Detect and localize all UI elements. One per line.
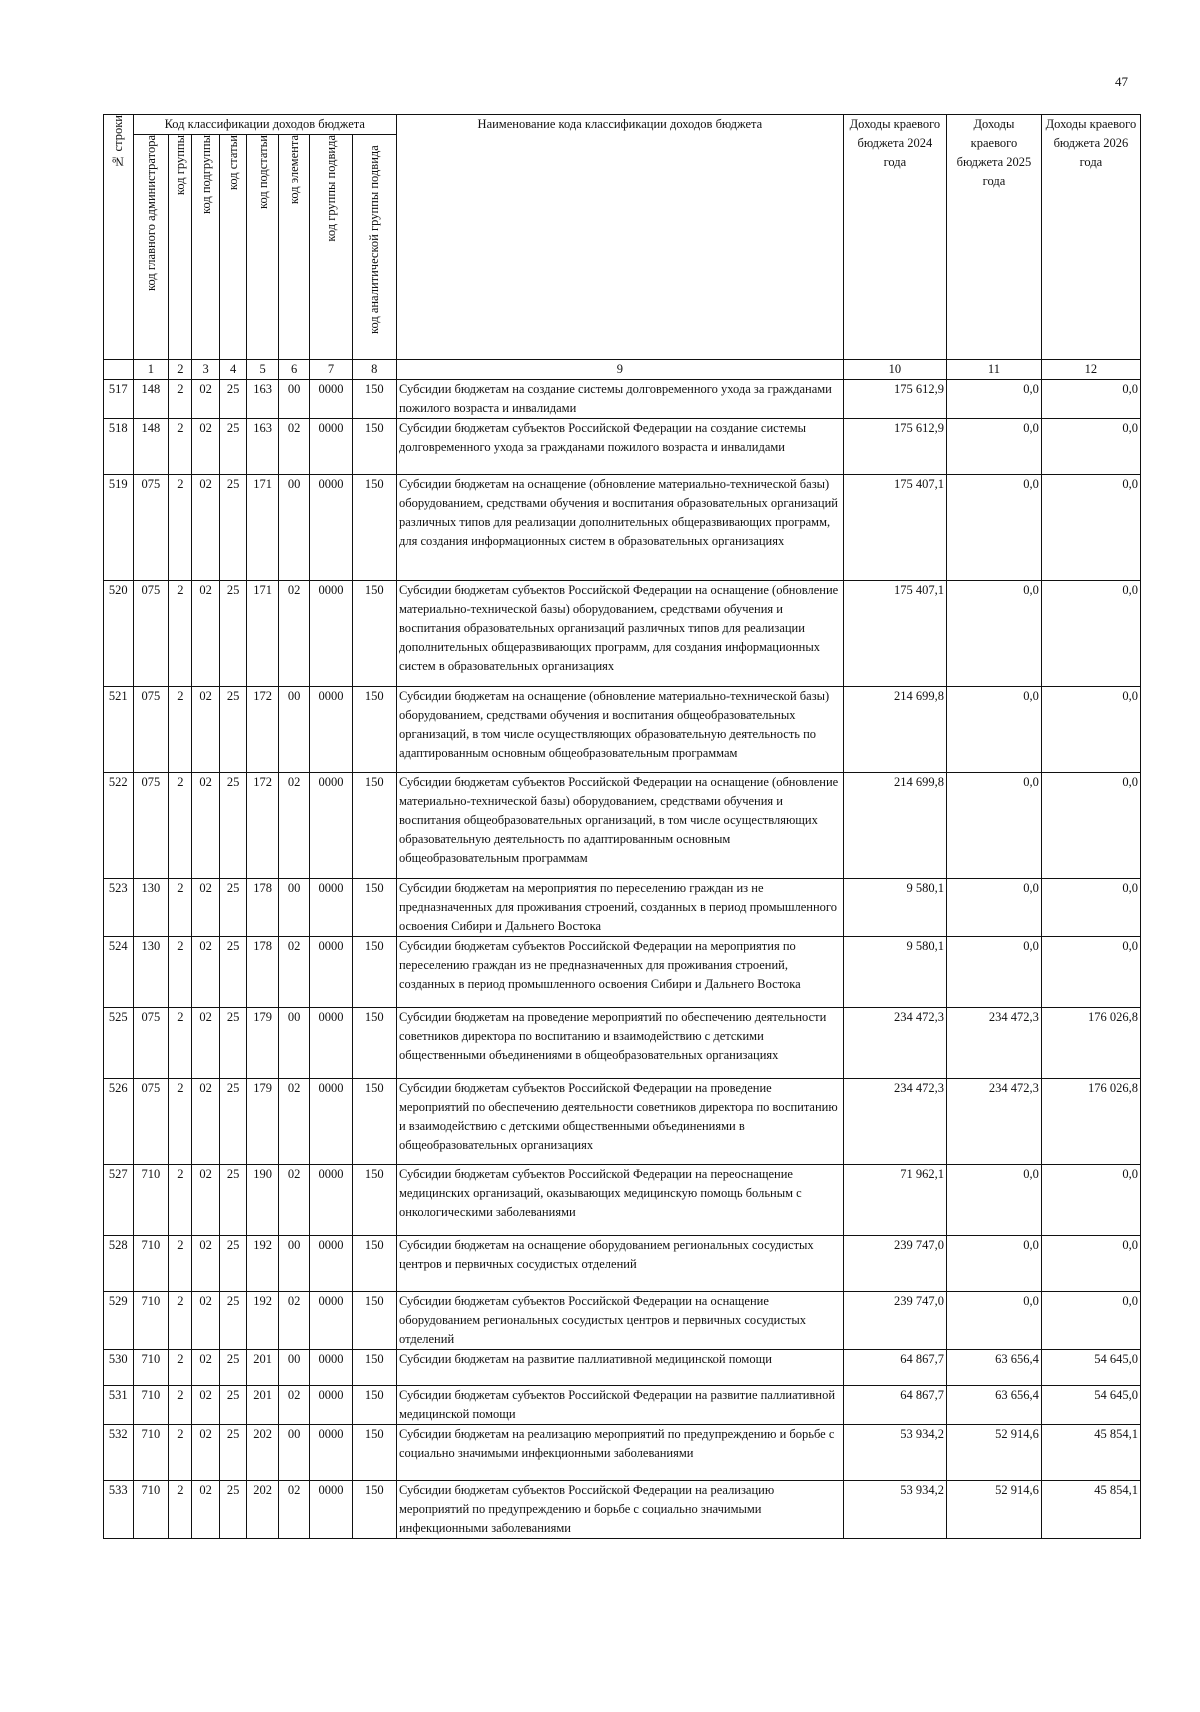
article-code: 25 bbox=[219, 380, 246, 419]
admin-code: 075 bbox=[133, 475, 169, 581]
amount-2025: 0,0 bbox=[947, 581, 1042, 687]
article-code: 25 bbox=[219, 1292, 246, 1350]
subgroup-code: 02 bbox=[192, 1425, 219, 1481]
amount-2026: 0,0 bbox=[1041, 937, 1140, 1008]
subarticle-code: 192 bbox=[247, 1292, 279, 1350]
subarticle-code: 201 bbox=[247, 1350, 279, 1386]
analytic-group-code: 150 bbox=[352, 475, 396, 581]
amount-2026: 0,0 bbox=[1041, 1165, 1140, 1236]
group-code: 2 bbox=[169, 475, 192, 581]
subtype-group-code: 0000 bbox=[310, 419, 352, 475]
amount-2024: 64 867,7 bbox=[843, 1350, 946, 1386]
header-name: Наименование кода классификации доходов бюджета bbox=[396, 115, 843, 360]
admin-code: 130 bbox=[133, 937, 169, 1008]
column-numbers-row bbox=[104, 360, 1141, 380]
analytic-group-code: 150 bbox=[352, 687, 396, 773]
header-row-group bbox=[104, 115, 1141, 135]
analytic-group-code: 150 bbox=[352, 937, 396, 1008]
revenue-name: Субсидии бюджетам на мероприятия по переселению граждан из не предназначенных для проживания строений, созданных в период промышленного освоения Сибири и Дальнего Востока bbox=[396, 879, 843, 937]
amount-2024: 71 962,1 bbox=[843, 1165, 946, 1236]
article-code: 25 bbox=[219, 1008, 246, 1079]
amount-2025: 0,0 bbox=[947, 475, 1042, 581]
table-body bbox=[104, 380, 1141, 1539]
subtype-group-code: 0000 bbox=[310, 879, 352, 937]
analytic-group-code: 150 bbox=[352, 380, 396, 419]
amount-2026: 54 645,0 bbox=[1041, 1386, 1140, 1425]
element-code: 00 bbox=[278, 1008, 310, 1079]
group-code: 2 bbox=[169, 1079, 192, 1165]
revenue-name: Субсидии бюджетам на оснащение оборудованием региональных сосудистых центров и первичных сосудистых отделений bbox=[396, 1236, 843, 1292]
element-code: 00 bbox=[278, 475, 310, 581]
amount-2026: 0,0 bbox=[1041, 380, 1140, 419]
revenue-name: Субсидии бюджетам субъектов Российской Федерации на оснащение (обновление материально-технической базы) оборудованием, средствами обучения и воспитания образовательных организаций различных типов для реализации дополнительных общеразвивающих программ, для создания информационных систем в образовательных организациях bbox=[396, 581, 843, 687]
row-number: 520 bbox=[104, 581, 134, 687]
amount-2025: 234 472,3 bbox=[947, 1008, 1042, 1079]
amount-2026: 0,0 bbox=[1041, 475, 1140, 581]
column-number: 11 bbox=[947, 360, 1042, 380]
row-number: 530 bbox=[104, 1350, 134, 1386]
subtype-group-code: 0000 bbox=[310, 1481, 352, 1539]
header-admin-code: код главного администратора bbox=[133, 135, 169, 360]
subtype-group-code: 0000 bbox=[310, 687, 352, 773]
subarticle-code: 172 bbox=[247, 773, 279, 879]
table-row bbox=[104, 1079, 1141, 1165]
header-subgroup-code: код подгруппы bbox=[192, 135, 219, 360]
header-2026: Доходы краевого бюджета 2026 года bbox=[1041, 115, 1140, 360]
group-code: 2 bbox=[169, 1425, 192, 1481]
subarticle-code: 178 bbox=[247, 879, 279, 937]
row-number: 519 bbox=[104, 475, 134, 581]
admin-code: 075 bbox=[133, 1008, 169, 1079]
article-code: 25 bbox=[219, 937, 246, 1008]
header-row-no: № строки bbox=[104, 115, 134, 360]
group-code: 2 bbox=[169, 937, 192, 1008]
row-number: 526 bbox=[104, 1079, 134, 1165]
analytic-group-code: 150 bbox=[352, 1386, 396, 1425]
subarticle-code: 179 bbox=[247, 1008, 279, 1079]
page-number: 47 bbox=[1115, 74, 1128, 89]
table-row bbox=[104, 581, 1141, 687]
subtype-group-code: 0000 bbox=[310, 581, 352, 687]
admin-code: 710 bbox=[133, 1236, 169, 1292]
admin-code: 075 bbox=[133, 773, 169, 879]
amount-2024: 234 472,3 bbox=[843, 1079, 946, 1165]
analytic-group-code: 150 bbox=[352, 1292, 396, 1350]
admin-code: 148 bbox=[133, 380, 169, 419]
subgroup-code: 02 bbox=[192, 475, 219, 581]
article-code: 25 bbox=[219, 1425, 246, 1481]
table-row bbox=[104, 419, 1141, 475]
subarticle-code: 172 bbox=[247, 687, 279, 773]
column-number: 8 bbox=[352, 360, 396, 380]
revenue-name: Субсидии бюджетам субъектов Российской Федерации на оснащение (обновление материально-технической базы) оборудованием, средствами обучения и воспитания общеобразовательных организаций, в том числе осуществляющих образовательную деятельность по адаптированным основным общеобразовательным программам bbox=[396, 773, 843, 879]
group-code: 2 bbox=[169, 1165, 192, 1236]
row-number: 522 bbox=[104, 773, 134, 879]
column-number: 1 bbox=[133, 360, 169, 380]
group-code: 2 bbox=[169, 879, 192, 937]
revenue-name: Субсидии бюджетам на реализацию мероприятий по предупреждению и борьбе с социально значимыми инфекционными заболеваниями bbox=[396, 1425, 843, 1481]
article-code: 25 bbox=[219, 773, 246, 879]
revenue-name: Субсидии бюджетам субъектов Российской Федерации на оснащение оборудованием региональных сосудистых центров и первичных сосудистых отделений bbox=[396, 1292, 843, 1350]
column-number: 6 bbox=[278, 360, 310, 380]
analytic-group-code: 150 bbox=[352, 1079, 396, 1165]
column-number: 7 bbox=[310, 360, 352, 380]
table-row bbox=[104, 773, 1141, 879]
amount-2024: 175 407,1 bbox=[843, 475, 946, 581]
amount-2024: 53 934,2 bbox=[843, 1425, 946, 1481]
subgroup-code: 02 bbox=[192, 687, 219, 773]
subgroup-code: 02 bbox=[192, 1165, 219, 1236]
group-code: 2 bbox=[169, 419, 192, 475]
subarticle-code: 202 bbox=[247, 1481, 279, 1539]
amount-2024: 234 472,3 bbox=[843, 1008, 946, 1079]
subtype-group-code: 0000 bbox=[310, 773, 352, 879]
subarticle-code: 202 bbox=[247, 1425, 279, 1481]
element-code: 02 bbox=[278, 1386, 310, 1425]
subgroup-code: 02 bbox=[192, 1079, 219, 1165]
subgroup-code: 02 bbox=[192, 1236, 219, 1292]
article-code: 25 bbox=[219, 879, 246, 937]
subgroup-code: 02 bbox=[192, 879, 219, 937]
row-number: 523 bbox=[104, 879, 134, 937]
subtype-group-code: 0000 bbox=[310, 1008, 352, 1079]
admin-code: 710 bbox=[133, 1481, 169, 1539]
row-number: 533 bbox=[104, 1481, 134, 1539]
article-code: 25 bbox=[219, 1079, 246, 1165]
element-code: 00 bbox=[278, 380, 310, 419]
header-group-code: код группы bbox=[169, 135, 192, 360]
table-row bbox=[104, 1481, 1141, 1539]
subtype-group-code: 0000 bbox=[310, 1079, 352, 1165]
revenue-name: Субсидии бюджетам на развитие паллиативной медицинской помощи bbox=[396, 1350, 843, 1386]
admin-code: 075 bbox=[133, 1079, 169, 1165]
article-code: 25 bbox=[219, 581, 246, 687]
revenue-name: Субсидии бюджетам субъектов Российской Федерации на развитие паллиативной медицинской помощи bbox=[396, 1386, 843, 1425]
amount-2024: 239 747,0 bbox=[843, 1236, 946, 1292]
amount-2025: 0,0 bbox=[947, 687, 1042, 773]
subgroup-code: 02 bbox=[192, 773, 219, 879]
element-code: 02 bbox=[278, 937, 310, 1008]
revenue-name: Субсидии бюджетам субъектов Российской Федерации на реализацию мероприятий по предупреждению и борьбе с социально значимыми инфекционными заболеваниями bbox=[396, 1481, 843, 1539]
amount-2024: 214 699,8 bbox=[843, 773, 946, 879]
element-code: 02 bbox=[278, 1165, 310, 1236]
table-row bbox=[104, 1292, 1141, 1350]
header-2025: Доходы краевого бюджета 2025 года bbox=[947, 115, 1042, 360]
revenue-name: Субсидии бюджетам на проведение мероприятий по обеспечению деятельности советников директора по воспитанию и взаимодействию с детскими общественными объединениями в общеобразовательных организациях bbox=[396, 1008, 843, 1079]
amount-2026: 45 854,1 bbox=[1041, 1481, 1140, 1539]
column-number: 2 bbox=[169, 360, 192, 380]
header-classification-group: Код классификации доходов бюджета bbox=[133, 115, 396, 135]
table-row bbox=[104, 879, 1141, 937]
subtype-group-code: 0000 bbox=[310, 475, 352, 581]
subtype-group-code: 0000 bbox=[310, 937, 352, 1008]
group-code: 2 bbox=[169, 581, 192, 687]
row-number: 524 bbox=[104, 937, 134, 1008]
subtype-group-code: 0000 bbox=[310, 1386, 352, 1425]
amount-2025: 52 914,6 bbox=[947, 1425, 1042, 1481]
column-number: 4 bbox=[219, 360, 246, 380]
subtype-group-code: 0000 bbox=[310, 380, 352, 419]
subtype-group-code: 0000 bbox=[310, 1350, 352, 1386]
row-number: 518 bbox=[104, 419, 134, 475]
row-number: 527 bbox=[104, 1165, 134, 1236]
subgroup-code: 02 bbox=[192, 419, 219, 475]
row-number: 529 bbox=[104, 1292, 134, 1350]
table-row bbox=[104, 687, 1141, 773]
column-number: 12 bbox=[1041, 360, 1140, 380]
table-row bbox=[104, 1425, 1141, 1481]
revenue-name: Субсидии бюджетам на создание системы долговременного ухода за гражданами пожилого возраста и инвалидами bbox=[396, 380, 843, 419]
subgroup-code: 02 bbox=[192, 1350, 219, 1386]
admin-code: 075 bbox=[133, 687, 169, 773]
column-number: 10 bbox=[843, 360, 946, 380]
amount-2025: 0,0 bbox=[947, 937, 1042, 1008]
subgroup-code: 02 bbox=[192, 581, 219, 687]
amount-2026: 0,0 bbox=[1041, 581, 1140, 687]
revenue-name: Субсидии бюджетам на оснащение (обновление материально-технической базы) оборудованием, средствами обучения и воспитания образовательных организаций различных типов для реализации дополнительных общеразвивающих программ, для создания информационных систем в образовательных организациях bbox=[396, 475, 843, 581]
revenue-name: Субсидии бюджетам субъектов Российской Федерации на переоснащение медицинских организаций, оказывающих медицинскую помощь больным с онкологическими заболеваниями bbox=[396, 1165, 843, 1236]
amount-2024: 9 580,1 bbox=[843, 937, 946, 1008]
subarticle-code: 171 bbox=[247, 475, 279, 581]
table-row bbox=[104, 1350, 1141, 1386]
group-code: 2 bbox=[169, 687, 192, 773]
admin-code: 130 bbox=[133, 879, 169, 937]
article-code: 25 bbox=[219, 475, 246, 581]
row-number: 528 bbox=[104, 1236, 134, 1292]
amount-2026: 0,0 bbox=[1041, 687, 1140, 773]
article-code: 25 bbox=[219, 1350, 246, 1386]
amount-2024: 239 747,0 bbox=[843, 1292, 946, 1350]
group-code: 2 bbox=[169, 1386, 192, 1425]
amount-2025: 63 656,4 bbox=[947, 1350, 1042, 1386]
amount-2025: 63 656,4 bbox=[947, 1386, 1042, 1425]
article-code: 25 bbox=[219, 1386, 246, 1425]
analytic-group-code: 150 bbox=[352, 879, 396, 937]
amount-2024: 9 580,1 bbox=[843, 879, 946, 937]
amount-2025: 0,0 bbox=[947, 380, 1042, 419]
amount-2024: 214 699,8 bbox=[843, 687, 946, 773]
revenue-name: Субсидии бюджетам субъектов Российской Федерации на проведение мероприятий по обеспечению деятельности советников директора по воспитанию и взаимодействию с детскими общественными объединениями в общеобразовательных организациях bbox=[396, 1079, 843, 1165]
amount-2026: 0,0 bbox=[1041, 773, 1140, 879]
group-code: 2 bbox=[169, 1008, 192, 1079]
row-number: 532 bbox=[104, 1425, 134, 1481]
group-code: 2 bbox=[169, 1481, 192, 1539]
element-code: 00 bbox=[278, 687, 310, 773]
header-subarticle-code: код подстатьи bbox=[247, 135, 279, 360]
header-subtype-group-code: код группы подвида bbox=[310, 135, 352, 360]
budget-revenue-table bbox=[103, 114, 1141, 1539]
column-number: 3 bbox=[192, 360, 219, 380]
amount-2024: 53 934,2 bbox=[843, 1481, 946, 1539]
admin-code: 148 bbox=[133, 419, 169, 475]
amount-2025: 0,0 bbox=[947, 1236, 1042, 1292]
amount-2024: 175 612,9 bbox=[843, 380, 946, 419]
analytic-group-code: 150 bbox=[352, 1425, 396, 1481]
header-analytic-group-code: код аналитической группы подвида bbox=[352, 135, 396, 360]
amount-2026: 176 026,8 bbox=[1041, 1079, 1140, 1165]
row-number: 531 bbox=[104, 1386, 134, 1425]
amount-2025: 234 472,3 bbox=[947, 1079, 1042, 1165]
row-number: 525 bbox=[104, 1008, 134, 1079]
admin-code: 710 bbox=[133, 1386, 169, 1425]
analytic-group-code: 150 bbox=[352, 1350, 396, 1386]
subarticle-code: 179 bbox=[247, 1079, 279, 1165]
subarticle-code: 192 bbox=[247, 1236, 279, 1292]
subarticle-code: 171 bbox=[247, 581, 279, 687]
amount-2024: 175 407,1 bbox=[843, 581, 946, 687]
table-row bbox=[104, 937, 1141, 1008]
amount-2025: 0,0 bbox=[947, 879, 1042, 937]
admin-code: 710 bbox=[133, 1292, 169, 1350]
amount-2026: 0,0 bbox=[1041, 1292, 1140, 1350]
admin-code: 075 bbox=[133, 581, 169, 687]
element-code: 02 bbox=[278, 419, 310, 475]
revenue-name: Субсидии бюджетам на оснащение (обновление материально-технической базы) оборудованием, средствами обучения и воспитания общеобразовательных организаций, в том числе осуществляющих образовательную деятельность по адаптированным основным общеобразовательным программам bbox=[396, 687, 843, 773]
subgroup-code: 02 bbox=[192, 380, 219, 419]
subtype-group-code: 0000 bbox=[310, 1425, 352, 1481]
subtype-group-code: 0000 bbox=[310, 1292, 352, 1350]
amount-2024: 64 867,7 bbox=[843, 1386, 946, 1425]
amount-2025: 0,0 bbox=[947, 773, 1042, 879]
element-code: 02 bbox=[278, 1481, 310, 1539]
revenue-name: Субсидии бюджетам субъектов Российской Федерации на мероприятия по переселению граждан из не предназначенных для проживания строений, созданных в период промышленного освоения Сибири и Дальнего Востока bbox=[396, 937, 843, 1008]
amount-2025: 0,0 bbox=[947, 419, 1042, 475]
analytic-group-code: 150 bbox=[352, 581, 396, 687]
table-row bbox=[104, 1165, 1141, 1236]
element-code: 02 bbox=[278, 773, 310, 879]
subarticle-code: 178 bbox=[247, 937, 279, 1008]
row-number: 517 bbox=[104, 380, 134, 419]
element-code: 02 bbox=[278, 1079, 310, 1165]
header-article-code: код статьи bbox=[219, 135, 246, 360]
header-2024: Доходы краевого бюджета 2024 года bbox=[843, 115, 946, 360]
element-code: 02 bbox=[278, 581, 310, 687]
subarticle-code: 163 bbox=[247, 380, 279, 419]
element-code: 02 bbox=[278, 1292, 310, 1350]
analytic-group-code: 150 bbox=[352, 1165, 396, 1236]
element-code: 00 bbox=[278, 1236, 310, 1292]
article-code: 25 bbox=[219, 687, 246, 773]
revenue-name: Субсидии бюджетам субъектов Российской Федерации на создание системы долговременного ухода за гражданами пожилого возраста и инвалидами bbox=[396, 419, 843, 475]
table-row bbox=[104, 1386, 1141, 1425]
subtype-group-code: 0000 bbox=[310, 1165, 352, 1236]
subgroup-code: 02 bbox=[192, 1008, 219, 1079]
article-code: 25 bbox=[219, 1236, 246, 1292]
analytic-group-code: 150 bbox=[352, 1236, 396, 1292]
amount-2026: 0,0 bbox=[1041, 419, 1140, 475]
row-number: 521 bbox=[104, 687, 134, 773]
amount-2026: 176 026,8 bbox=[1041, 1008, 1140, 1079]
article-code: 25 bbox=[219, 419, 246, 475]
analytic-group-code: 150 bbox=[352, 1481, 396, 1539]
analytic-group-code: 150 bbox=[352, 1008, 396, 1079]
group-code: 2 bbox=[169, 1236, 192, 1292]
amount-2025: 0,0 bbox=[947, 1165, 1042, 1236]
subgroup-code: 02 bbox=[192, 1386, 219, 1425]
subtype-group-code: 0000 bbox=[310, 1236, 352, 1292]
table-row bbox=[104, 475, 1141, 581]
amount-2026: 0,0 bbox=[1041, 879, 1140, 937]
element-code: 00 bbox=[278, 1350, 310, 1386]
group-code: 2 bbox=[169, 380, 192, 419]
admin-code: 710 bbox=[133, 1350, 169, 1386]
element-code: 00 bbox=[278, 879, 310, 937]
column-number: 9 bbox=[396, 360, 843, 380]
amount-2026: 54 645,0 bbox=[1041, 1350, 1140, 1386]
amount-2025: 52 914,6 bbox=[947, 1481, 1042, 1539]
amount-2026: 0,0 bbox=[1041, 1236, 1140, 1292]
article-code: 25 bbox=[219, 1165, 246, 1236]
table-row bbox=[104, 1236, 1141, 1292]
subarticle-code: 201 bbox=[247, 1386, 279, 1425]
header-element-code: код элемента bbox=[278, 135, 310, 360]
admin-code: 710 bbox=[133, 1165, 169, 1236]
column-number: 5 bbox=[247, 360, 279, 380]
element-code: 00 bbox=[278, 1425, 310, 1481]
amount-2024: 175 612,9 bbox=[843, 419, 946, 475]
admin-code: 710 bbox=[133, 1425, 169, 1481]
group-code: 2 bbox=[169, 773, 192, 879]
group-code: 2 bbox=[169, 1350, 192, 1386]
subgroup-code: 02 bbox=[192, 1481, 219, 1539]
subarticle-code: 163 bbox=[247, 419, 279, 475]
amount-2025: 0,0 bbox=[947, 1292, 1042, 1350]
table-row bbox=[104, 380, 1141, 419]
amount-2026: 45 854,1 bbox=[1041, 1425, 1140, 1481]
group-code: 2 bbox=[169, 1292, 192, 1350]
article-code: 25 bbox=[219, 1481, 246, 1539]
analytic-group-code: 150 bbox=[352, 773, 396, 879]
analytic-group-code: 150 bbox=[352, 419, 396, 475]
subarticle-code: 190 bbox=[247, 1165, 279, 1236]
subgroup-code: 02 bbox=[192, 937, 219, 1008]
table-row bbox=[104, 1008, 1141, 1079]
subgroup-code: 02 bbox=[192, 1292, 219, 1350]
